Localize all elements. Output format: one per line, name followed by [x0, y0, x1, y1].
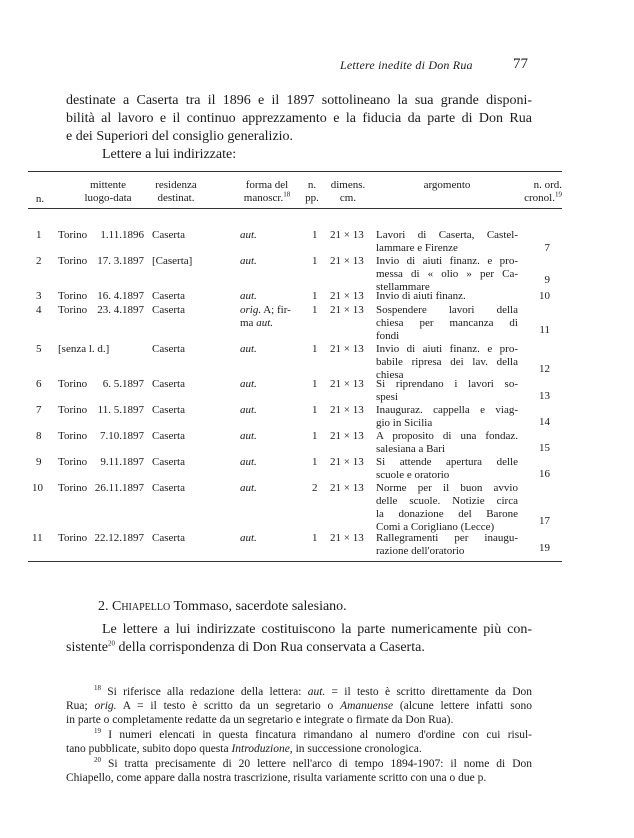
- header-forma: [236, 179, 298, 205]
- cell-dest: Caserta: [152, 532, 185, 544]
- header-mittente-line: luogo-data: [84, 192, 132, 204]
- argomento-line: gio in Sicilia: [376, 417, 433, 429]
- forma-text: A; fir-: [261, 304, 291, 316]
- argomento-line: Sospendere lavori della: [376, 304, 518, 316]
- header-residenza-line: destinat.: [157, 192, 195, 204]
- header-residenza-line: residenza: [155, 179, 197, 191]
- footnote-text: I numeri elencati in questa fincatura rimandano al numero d'ordine con cui risul-: [101, 729, 532, 741]
- footnote-number: 18: [94, 684, 101, 693]
- cell-dest: Caserta: [152, 304, 185, 316]
- cell-dim: 21 × 13: [330, 290, 364, 302]
- cell-ord: 13: [539, 390, 550, 402]
- argomento-line: Inauguraz. cappella e viag-: [376, 404, 518, 416]
- cell-place: [senza l. d.]: [58, 343, 110, 355]
- cell-date: 1.11.1896: [100, 229, 144, 241]
- cell-n: 2: [36, 255, 42, 267]
- cell-ord: 7: [544, 242, 550, 254]
- argomento-line: salesiana a Bari: [376, 443, 446, 455]
- cell-argomento: [376, 290, 518, 303]
- cell-pp: 1: [312, 343, 318, 355]
- cell-forma: aut.: [240, 343, 257, 355]
- cell-dest: Caserta: [152, 456, 185, 468]
- table-header-rule: [28, 208, 562, 209]
- footnote-text: aut.: [307, 686, 326, 698]
- table-bottom-rule: [28, 561, 562, 562]
- cell-ord: 19: [539, 542, 550, 554]
- cell-forma: aut.: [240, 404, 257, 416]
- cell-dest: Caserta: [152, 343, 185, 355]
- cell-argomento: [376, 456, 518, 482]
- cell-forma: aut.: [240, 482, 257, 494]
- cell-place: Torino: [58, 290, 88, 302]
- argomento-line: lammare e Firenze: [376, 242, 458, 254]
- cell-dim: 21 × 13: [330, 404, 364, 416]
- section-paragraph: [66, 621, 532, 657]
- footnote-line: [66, 742, 532, 756]
- argomento-line: Invio di aiuti finanz. e pro-: [376, 255, 518, 267]
- header-pp-line: pp.: [305, 192, 319, 204]
- cell-place: Torino: [58, 255, 88, 267]
- argomento-line: Lavori di Caserta, Castel-: [376, 229, 518, 241]
- argomento-line: delle scuole. Notizie circa: [376, 495, 518, 507]
- cell-pp: 2: [312, 482, 318, 494]
- header-dimens-line: cm.: [339, 192, 357, 204]
- intro-lead: Lettere a lui indirizzate:: [102, 147, 237, 162]
- cell-n: 1: [36, 229, 42, 241]
- cell-dim: 21 × 13: [330, 343, 364, 355]
- argomento-line: messa di « olio » per Ca-: [376, 268, 518, 280]
- footnote-ref: 20: [108, 639, 115, 648]
- argomento-line: Si riprendano i lavori so-: [376, 378, 518, 390]
- argomento-line: Invio di aiuti finanz. e pro-: [376, 343, 518, 355]
- footnote-text: (alcune lettere infatti sono: [393, 700, 532, 712]
- intro-line: bilità al lavoro e il continuo apprezzamento e la fiducia da parte di Don Rua: [66, 111, 532, 126]
- intro-line: destinate a Caserta tra il 1896 e il 1897 sottolineano la sua grande disponi-: [66, 93, 532, 108]
- cell-ord: 14: [539, 416, 550, 428]
- header-dimens-line: dimens.: [330, 179, 366, 191]
- cell-argomento: [376, 404, 518, 430]
- cell-forma: aut.: [240, 532, 257, 544]
- section-rest: Tommaso, sacerdote salesiano.: [170, 599, 347, 614]
- cell-forma: aut.: [240, 229, 257, 241]
- cell-n: 11: [32, 532, 43, 544]
- cell-pp: 1: [312, 229, 318, 241]
- cell-pp: 1: [312, 456, 318, 468]
- cell-place: Torino: [58, 404, 88, 416]
- header-mittente: [60, 179, 156, 205]
- cell-place: Torino: [58, 304, 88, 316]
- cell-dest: Caserta: [152, 378, 185, 390]
- cell-dim: 21 × 13: [330, 304, 364, 316]
- cell-date: 26.11.1897: [94, 482, 144, 494]
- footnote-ref: 19: [555, 190, 562, 199]
- argomento-line: chiesa: [376, 369, 404, 381]
- cell-n: 7: [36, 404, 42, 416]
- argomento-line: Invio di aiuti finanz.: [376, 290, 466, 302]
- footnote-text: Si riferisce alla redazione della lettera:: [101, 686, 308, 698]
- cell-forma: aut.: [240, 255, 257, 267]
- cell-dest: Caserta: [152, 290, 185, 302]
- cell-ord: 10: [539, 290, 550, 302]
- cell-date: 17. 3.1897: [97, 255, 144, 267]
- argomento-line: razione dell'oratorio: [376, 545, 465, 557]
- forma-text: ma: [240, 317, 257, 329]
- footnote-text: orig.: [94, 700, 117, 712]
- argomento-line: Norme per il buon avvio: [376, 482, 518, 494]
- section-surname: Chiapello: [112, 599, 171, 614]
- argomento-line: la donazione del Barone: [376, 508, 518, 520]
- cell-dim: 21 × 13: [330, 456, 364, 468]
- cell-dest: [Caserta]: [152, 255, 193, 267]
- cell-argomento: [376, 255, 518, 294]
- cell-argomento: [376, 482, 518, 534]
- argomento-line: Rallegramenti per inaugu-: [376, 532, 518, 544]
- cell-n: 9: [36, 456, 42, 468]
- footnote-18: [66, 685, 532, 727]
- argomento-line: spesi: [376, 391, 398, 403]
- cell-pp: 1: [312, 404, 318, 416]
- cell-date: 23. 4.1897: [97, 304, 144, 316]
- running-head: Lettere inedite di Don Rua: [340, 58, 473, 72]
- cell-dim: 21 × 13: [330, 482, 364, 494]
- section-heading: [98, 599, 347, 615]
- cell-date: 16. 4.1897: [97, 290, 144, 302]
- cell-n: 5: [36, 343, 42, 355]
- cell-place: Torino: [58, 378, 88, 390]
- header-ord-line: [510, 192, 562, 205]
- footnote-line: Chiapello, come appare dalla nostra trascrizione, risulta variamente scritto con una o due p.: [66, 772, 487, 784]
- cell-dest: Caserta: [152, 430, 185, 442]
- cell-argomento: [376, 343, 518, 382]
- footnote-text: Amanuense: [340, 700, 394, 712]
- cell-forma: [240, 304, 291, 330]
- footnote-text: in successione cronologica.: [292, 743, 422, 755]
- cell-forma: aut.: [240, 430, 257, 442]
- cell-n: 4: [36, 304, 42, 316]
- footnote-number: 20: [94, 756, 101, 765]
- cell-argomento: [376, 229, 518, 255]
- footnote-line: [66, 685, 532, 699]
- header-mittente-line: mittente: [89, 179, 127, 191]
- header-dimens: [324, 179, 372, 205]
- cell-place: Torino: [58, 229, 88, 241]
- table-top-rule: [28, 171, 562, 172]
- cell-dest: Caserta: [152, 404, 185, 416]
- cell-ord: 17: [539, 515, 550, 527]
- intro-paragraph: [66, 92, 532, 164]
- header-n: n.: [35, 193, 45, 205]
- cell-pp: 1: [312, 430, 318, 442]
- header-argomento: argomento: [423, 179, 471, 191]
- header-ord-line: n. ord.: [533, 179, 562, 191]
- footnote-line: [66, 757, 532, 771]
- cell-dim: 21 × 13: [330, 378, 364, 390]
- footnote-ref: 18: [283, 190, 291, 199]
- cell-forma: aut.: [240, 290, 257, 302]
- cell-ord: 12: [539, 363, 550, 375]
- cell-dim: 21 × 13: [330, 532, 364, 544]
- footnote-line: [66, 699, 532, 713]
- paragraph-text: sistente: [66, 640, 108, 655]
- argomento-line: Si attende apertura delle: [376, 456, 518, 468]
- paragraph-text: della corrispondenza di Don Rua conservata a Caserta.: [115, 640, 425, 655]
- cell-n: 10: [32, 482, 43, 494]
- argomento-line: stellammare: [376, 281, 430, 293]
- cell-dest: Caserta: [152, 229, 185, 241]
- cell-n: 8: [36, 430, 42, 442]
- cell-ord: 11: [539, 324, 550, 336]
- cell-dim: 21 × 13: [330, 255, 364, 267]
- cell-dest: Caserta: [152, 482, 185, 494]
- cell-pp: 1: [312, 290, 318, 302]
- cell-forma: aut.: [240, 378, 257, 390]
- cell-forma: aut.: [240, 456, 257, 468]
- cell-date: 11. 5.1897: [97, 404, 144, 416]
- footnote-number: 19: [94, 727, 101, 736]
- cell-ord: 15: [539, 442, 550, 454]
- cell-n: 6: [36, 378, 42, 390]
- cell-date: 9.11.1897: [100, 456, 144, 468]
- cell-pp: 1: [312, 532, 318, 544]
- header-forma-text: manoscr.: [243, 192, 284, 204]
- argomento-line: babile ripresa dei lav. della: [376, 356, 518, 368]
- argomento-line: fondi: [376, 330, 400, 342]
- cell-argomento: [376, 532, 518, 558]
- header-ord: [510, 179, 562, 205]
- page-number: 77: [513, 56, 528, 72]
- header-forma-line: [236, 192, 298, 205]
- footnote-text: tano pubblicate, subito dopo questa: [66, 743, 232, 755]
- footnote-text: Si tratta precisamente di 20 lettere nell'arco di tempo 1894-1907: il nome di Don: [101, 758, 532, 770]
- argomento-line: scuole e oratorio: [376, 469, 450, 481]
- footnote-line: in parte o completamente redatte da un segretario e integrate o firmate da Don Rua).: [66, 714, 454, 726]
- cell-place: Torino: [58, 430, 88, 442]
- cell-n: 3: [36, 290, 42, 302]
- footnote-text: = il testo è scritto direttamente da Don: [325, 686, 532, 698]
- cell-argomento: [376, 430, 518, 456]
- forma-text: aut.: [256, 317, 274, 329]
- section-number: 2.: [98, 599, 109, 614]
- cell-pp: 1: [312, 304, 318, 316]
- cell-place: Torino: [58, 456, 88, 468]
- footnote-text: A = il testo è scritto da un segretario o: [116, 700, 341, 712]
- cell-pp: 1: [312, 378, 318, 390]
- header-forma-line: forma del: [245, 179, 289, 191]
- forma-text: orig.: [240, 304, 262, 316]
- argomento-line: A proposito di una fondaz.: [376, 430, 518, 442]
- cell-dim: 21 × 13: [330, 229, 364, 241]
- header-pp-line: n.: [307, 179, 317, 191]
- paragraph-line: Le lettere a lui indirizzate costituiscono la parte numericamente più con-: [102, 622, 532, 637]
- cell-date: 22.12.1897: [94, 532, 144, 544]
- cell-date: 6. 5.1897: [102, 378, 144, 390]
- argomento-line: Comi a Corigliano (Lecce): [376, 521, 495, 533]
- footnote-text: Rua;: [66, 700, 95, 712]
- cell-ord: 16: [539, 468, 550, 480]
- cell-pp: 1: [312, 255, 318, 267]
- cell-argomento: [376, 304, 518, 343]
- intro-line: e dei Superiori del consiglio generalizio.: [66, 129, 294, 144]
- footnote-19: [66, 728, 532, 756]
- cell-argomento: [376, 378, 518, 404]
- cell-dim: 21 × 13: [330, 430, 364, 442]
- footnote-text: Introduzione,: [231, 743, 293, 755]
- footnote-20: [66, 757, 532, 785]
- cell-date: 7.10.1897: [100, 430, 144, 442]
- argomento-line: chiesa per mancanza di: [376, 317, 518, 329]
- cell-place: Torino: [58, 532, 88, 544]
- cell-ord: 9: [544, 274, 550, 286]
- cell-place: Torino: [58, 482, 88, 494]
- header-residenza: [146, 179, 206, 205]
- paragraph-line: [66, 639, 532, 657]
- footnote-line: [66, 728, 532, 742]
- header-ord-text: cronol.: [524, 192, 555, 204]
- header-pp: [299, 179, 325, 205]
